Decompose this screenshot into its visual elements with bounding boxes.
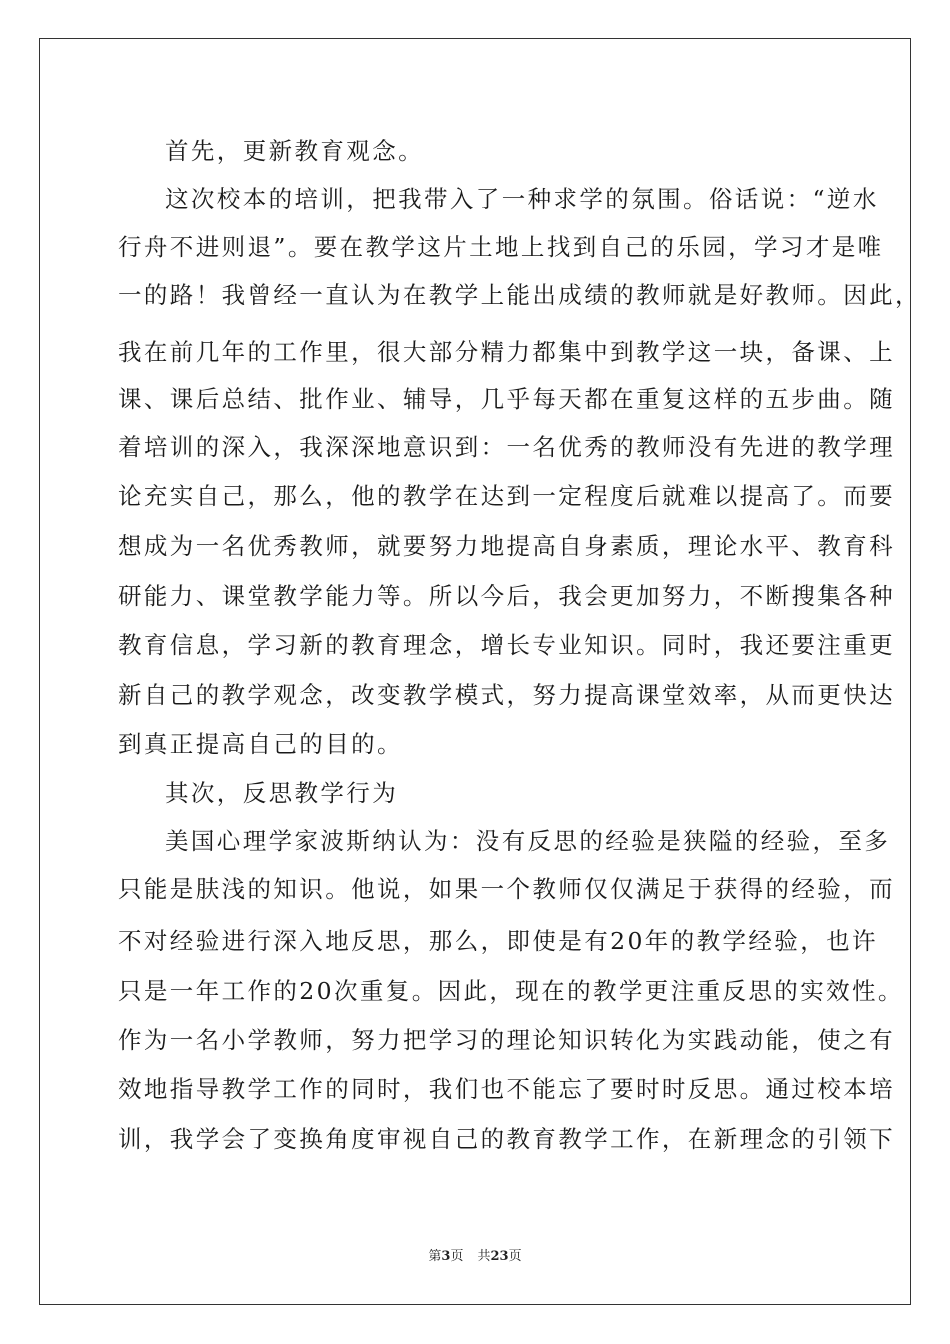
page-unit: 页	[450, 1249, 464, 1264]
paragraph-1-line: 想成为一名优秀教师，就要努力地提高自身素质，理论水平、教育科	[118, 532, 895, 560]
paragraph-1-line: 新自己的教学观念，改变教学模式，努力提高课堂效率，从而更快达	[118, 681, 895, 709]
paragraph-1-line: 教育信息，学习新的教育理念，增长专业知识。同时，我还要注重更	[118, 631, 895, 659]
page-border	[39, 38, 911, 1305]
paragraph-1-line: 这次校本的培训，把我带入了一种求学的氛围。俗话说：“逆水	[165, 185, 879, 213]
section-heading-2: 其次，反思教学行为	[165, 779, 399, 807]
total-unit: 页	[508, 1249, 522, 1264]
paragraph-1-line: 行舟不进则退”。要在教学这片土地上找到自己的乐园，学习才是唯	[118, 233, 884, 261]
paragraph-2-line: 不对经验进行深入地反思，那么，即使是有20年的教学经验，也许	[118, 927, 878, 955]
page-prefix: 第	[428, 1249, 442, 1264]
paragraph-2-line: 效地指导教学工作的同时，我们也不能忘了要时时反思。通过校本培	[118, 1075, 895, 1103]
paragraph-1-line: 研能力、课堂教学能力等。所以今后，我会更加努力，不断搜集各种	[118, 582, 895, 610]
paragraph-2-line: 训，我学会了变换角度审视自己的教育教学工作，在新理念的引领下	[118, 1125, 895, 1153]
total-pages: 23	[490, 1249, 509, 1264]
paragraph-2-line: 只能是肤浅的知识。他说，如果一个教师仅仅满足于获得的经验，而	[118, 875, 895, 903]
paragraph-1-line: 课、课后总结、批作业、辅导，几乎每天都在重复这样的五步曲。随	[118, 385, 895, 413]
paragraph-1-line: 着培训的深入，我深深地意识到：一名优秀的教师没有先进的教学理	[118, 433, 895, 461]
section-heading-1: 首先，更新教育观念。	[165, 137, 424, 165]
paragraph-1-line: 到真正提高自己的目的。	[118, 730, 403, 758]
page-footer	[0, 1248, 950, 1266]
paragraph-1-line: 论充实自己，那么，他的教学在达到一定程度后就难以提高了。而要	[118, 482, 895, 510]
paragraph-2-line: 只是一年工作的20次重复。因此，现在的教学更注重反思的实效性。	[118, 977, 904, 1005]
paragraph-1-line: 一的路！我曾经一直认为在教学上能出成绩的教师就是好教师。因此，	[118, 281, 921, 309]
total-prefix: 共	[477, 1249, 491, 1264]
paragraph-1-line: 我在前几年的工作里，很大部分精力都集中到教学这一块，备课、上	[118, 338, 895, 366]
paragraph-2-line: 作为一名小学教师，努力把学习的理论知识转化为实践动能，使之有	[118, 1026, 895, 1054]
paragraph-2-line: 美国心理学家波斯纳认为：没有反思的经验是狭隘的经验，至多	[165, 827, 891, 855]
page-number: 3	[441, 1249, 451, 1264]
